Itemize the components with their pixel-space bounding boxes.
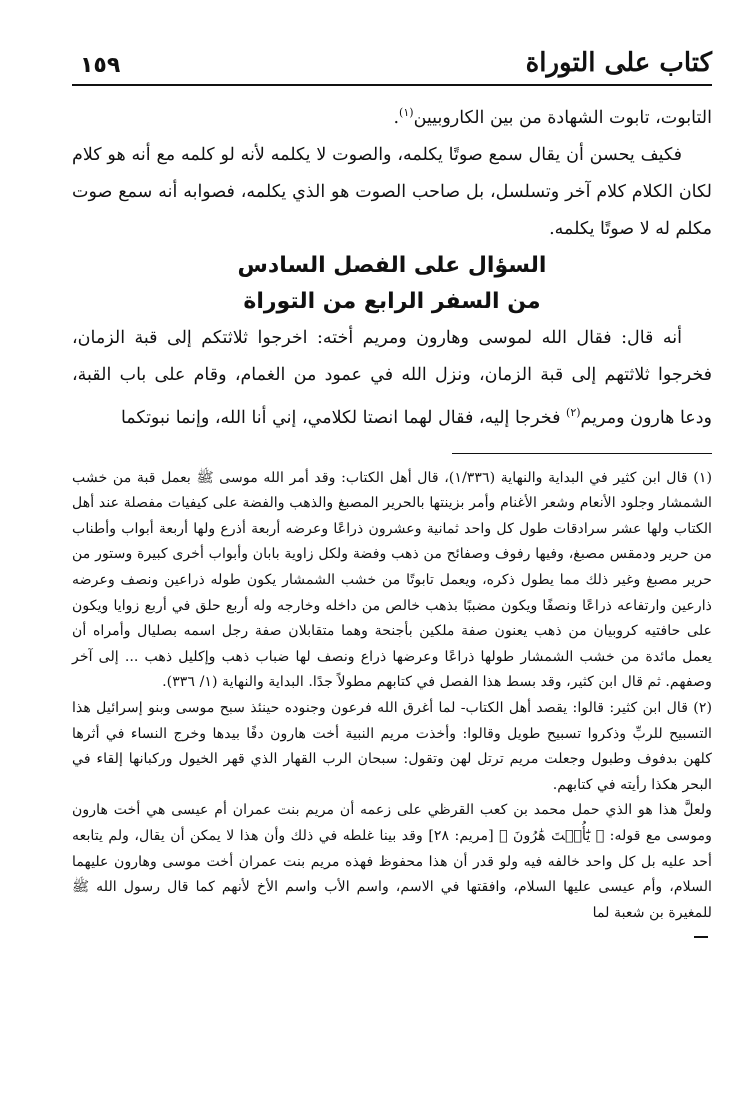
book-page [72,40,712,938]
footnote-1: (١) قال ابن كثير في البداية والنهاية (١/٣٣٦)، قال أهل الكتاب: وقد أمر الله موسى ﷺ بعمل قبة من خشب الشمشار وجلود الأنعام وشعر الأغنام وأمر بزينتها بالحرير المصبغ والذهب والفضة على كيفيات مفصلة عند أهل الكتاب ولها عشر سرادقات طول كل واحد ثمانية وعشرون ذراعًا وعرضه أربعة أذرع ولها أربعة أبواب وأطناب من حرير ودمقس مصبغ، وفيها رفوف وصفائح من ذهب وفضة ولكل زاوية بابان وأبواب أخرى كبيرة وستور من حرير مصبغ وغير ذلك مما يطول ذكره، ويعمل تابوتًا من خشب الشمشار يكون طوله ذراعين ونصف وعرضه ذارعين وارتفاعه ذراعًا ونصفًا ويكون مضببًا بذهب خالص من داخله وخارجه وله أربع حلق في أربع زوايا ويكون على حافتيه كروبيان من ذهب يعنون صفة ملكين بأجنحة وهما متقابلان صفة رجل اسمه بصليال وأمراه أن يعمل مائدة من خشب الشمشار طولها ذراعًا وعرضها ذراع ونصف لها ضباب ذهب وإكليل ذهب ... إلى آخر وصفهم. ثم قال ابن كثير، وقد بسط هذا الفصل في كتابهم مطولاً جدًا. البداية والنهاية (١/ ٣٣٦). [72,469,712,691]
page-number: ١٥٩ [80,53,121,78]
footnote-2-continued: ولعلَّ هذا هو الذي حمل محمد بن كعب القرظي على زعمه أن مريم بنت عمران أم عيسى هي أخت هارون وموسى مع قوله: ﴿ يَٰٓأُخۡتَ هَٰرُونَ ﴾ [مريم: ٢٨] وقد بينا غلطه في ذلك وأن هذا لا يمكن أن يقال، ولم يتابعه أحد عليه بل كل واحد خالفه فيه ولو قدر أن هذا محفوظ فهذه مريم بنت عمران أخت موسى وهارون عليهما السلام، وأم عيسى عليها السلام، وافقتها في الاسم، واسم الأب واسم الأخ لأنهم كما قال رسول الله ﷺ للمغيرة بن شعبة لما [72,802,712,921]
header-rule [72,84,712,86]
footnote-divider [452,453,712,454]
main-text [72,94,712,437]
section-subheading: من السفر الرابع من التوراة [243,288,541,314]
footnote-ref: (١) [399,106,414,119]
footnote-ref: (٢) [566,405,581,419]
paragraph: أنه قال: فقال الله لموسى وهارون ومريم أخته: اخرجوا ثلاثتكم إلى قبة الزمان، فخرجوا ثلاثتهم إلى قبة الزمان، ونزل الله في عمود من الغمام، وقام على باب القبة، ودعا هارون ومريم$^{(٢)}$ فخرجا إليه، فقال لهما انصتا لكلامي، إني أنا الله، وإنما نبوتكما [72,327,712,428]
continuation-mark [694,936,708,938]
footnote-2: (٢) قال ابن كثير: قالوا: يقصد أهل الكتاب- لما أغرق الله فرعون وجنوده حينئذ سبح موسى وبنو إسرائيل هذا التسبيح للربِّ وذكروا تسبيح طويل وقالوا: وأخذت مريم النبية أخت هارون دفًا بيدها وخرج النساء في أثرها كلهن بدفوف وطبول وجعلت مريم ترتل لهن وتقول: سبحان الرب القهار الذي قهر الخيول وركبانها إلقاء في البحر هكذا رأيته في كتابهم. [72,700,712,793]
footnotes [72,466,712,939]
page-header [72,40,712,78]
running-title: كتاب على التوراة [525,48,712,78]
section-heading: السؤال على الفصل السادس [237,252,547,278]
text-line: التابوت، تابوت الشهادة من بين الكاروبيين$^{(١)}$. [393,106,712,128]
paragraph: فكيف يحسن أن يقال سمع صوتًا يكلمه، والصوت لا يكلمه لأنه لو كلمه مع أنه هو كلام لكان الكلام كلام آخر وتسلسل، بل صاحب الصوت هو الذي يكلمه، فصوابه أنه سمع صوت مكلم له لا صوتًا يكلمه. [72,144,712,239]
